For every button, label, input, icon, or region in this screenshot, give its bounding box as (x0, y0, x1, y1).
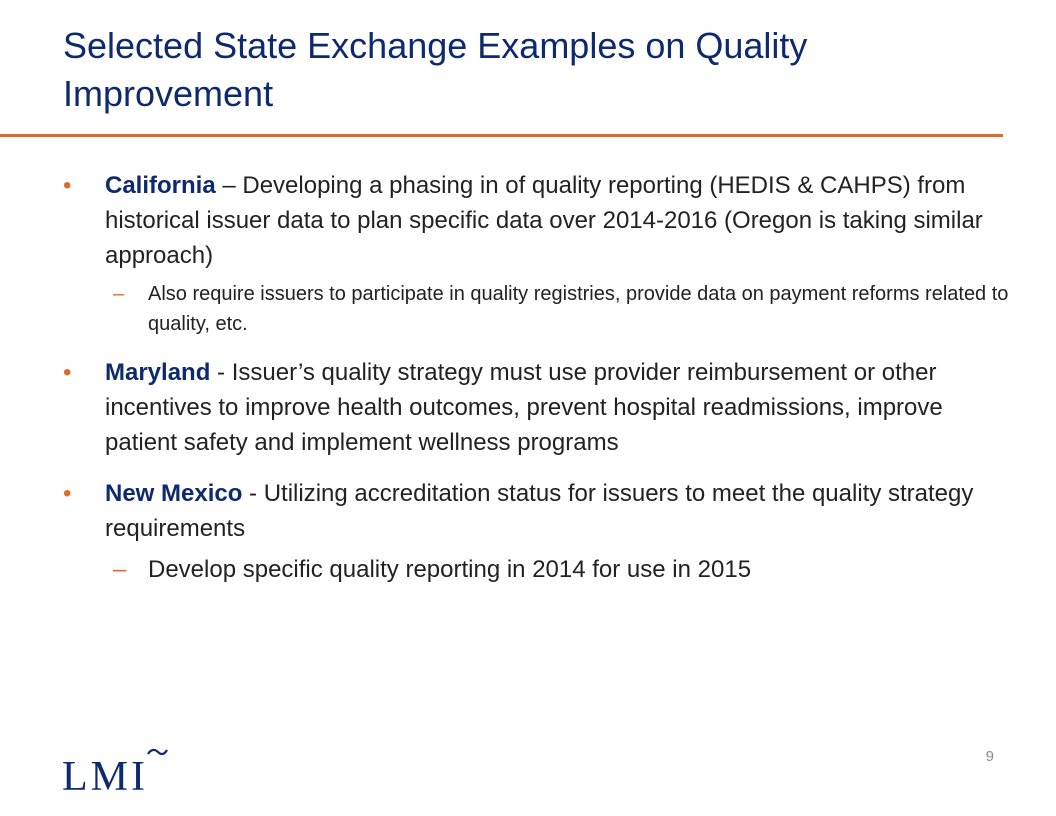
bullet-text: - Issuer’s quality strategy must use provider reimbursement or other incentives to improve health outcomes, prevent hospital readmissions, improve patient safety and implement wellness programs (105, 359, 943, 456)
bullet-marker: • (63, 480, 72, 507)
bullet-text: – Developing a phasing in of quality reporting (HEDIS & CAHPS) from historical issuer data to plan specific data over 2014-2016 (Oregon is taking similar approach) (105, 172, 983, 269)
logo-tilde (148, 750, 167, 754)
subbullet-marker: – (113, 556, 127, 583)
bullet-marker: • (63, 172, 72, 199)
bullet-state-name: New Mexico (105, 480, 243, 507)
bullet-state-name: California (105, 172, 216, 199)
subbullet-california (63, 279, 1013, 339)
bullet-state-name: Maryland (105, 359, 211, 386)
lmi-logo (62, 744, 172, 796)
subbullet-marker: – (113, 283, 125, 305)
logo-text: LMI (62, 754, 148, 796)
page-number: 9 (985, 748, 994, 765)
subbullet-new-mexico (63, 552, 1013, 587)
subbullet-text: Develop specific quality reporting in 2014 for use in 2015 (148, 556, 752, 583)
bullet-maryland (63, 355, 1013, 460)
bullet-text: - Utilizing accreditation status for issuers to meet the quality strategy requirements (105, 480, 974, 542)
bullet-marker: • (63, 359, 72, 386)
subbullet-text: Also require issuers to participate in quality registries, provide data on payment reforms related to quality, etc. (148, 283, 1009, 335)
bullet-new-mexico (63, 476, 1013, 546)
slide-title: Selected State Exchange Examples on Quality Improvement (63, 25, 808, 114)
slide-content (63, 168, 1013, 587)
title-divider (0, 134, 1003, 137)
bullet-california (63, 168, 1013, 273)
